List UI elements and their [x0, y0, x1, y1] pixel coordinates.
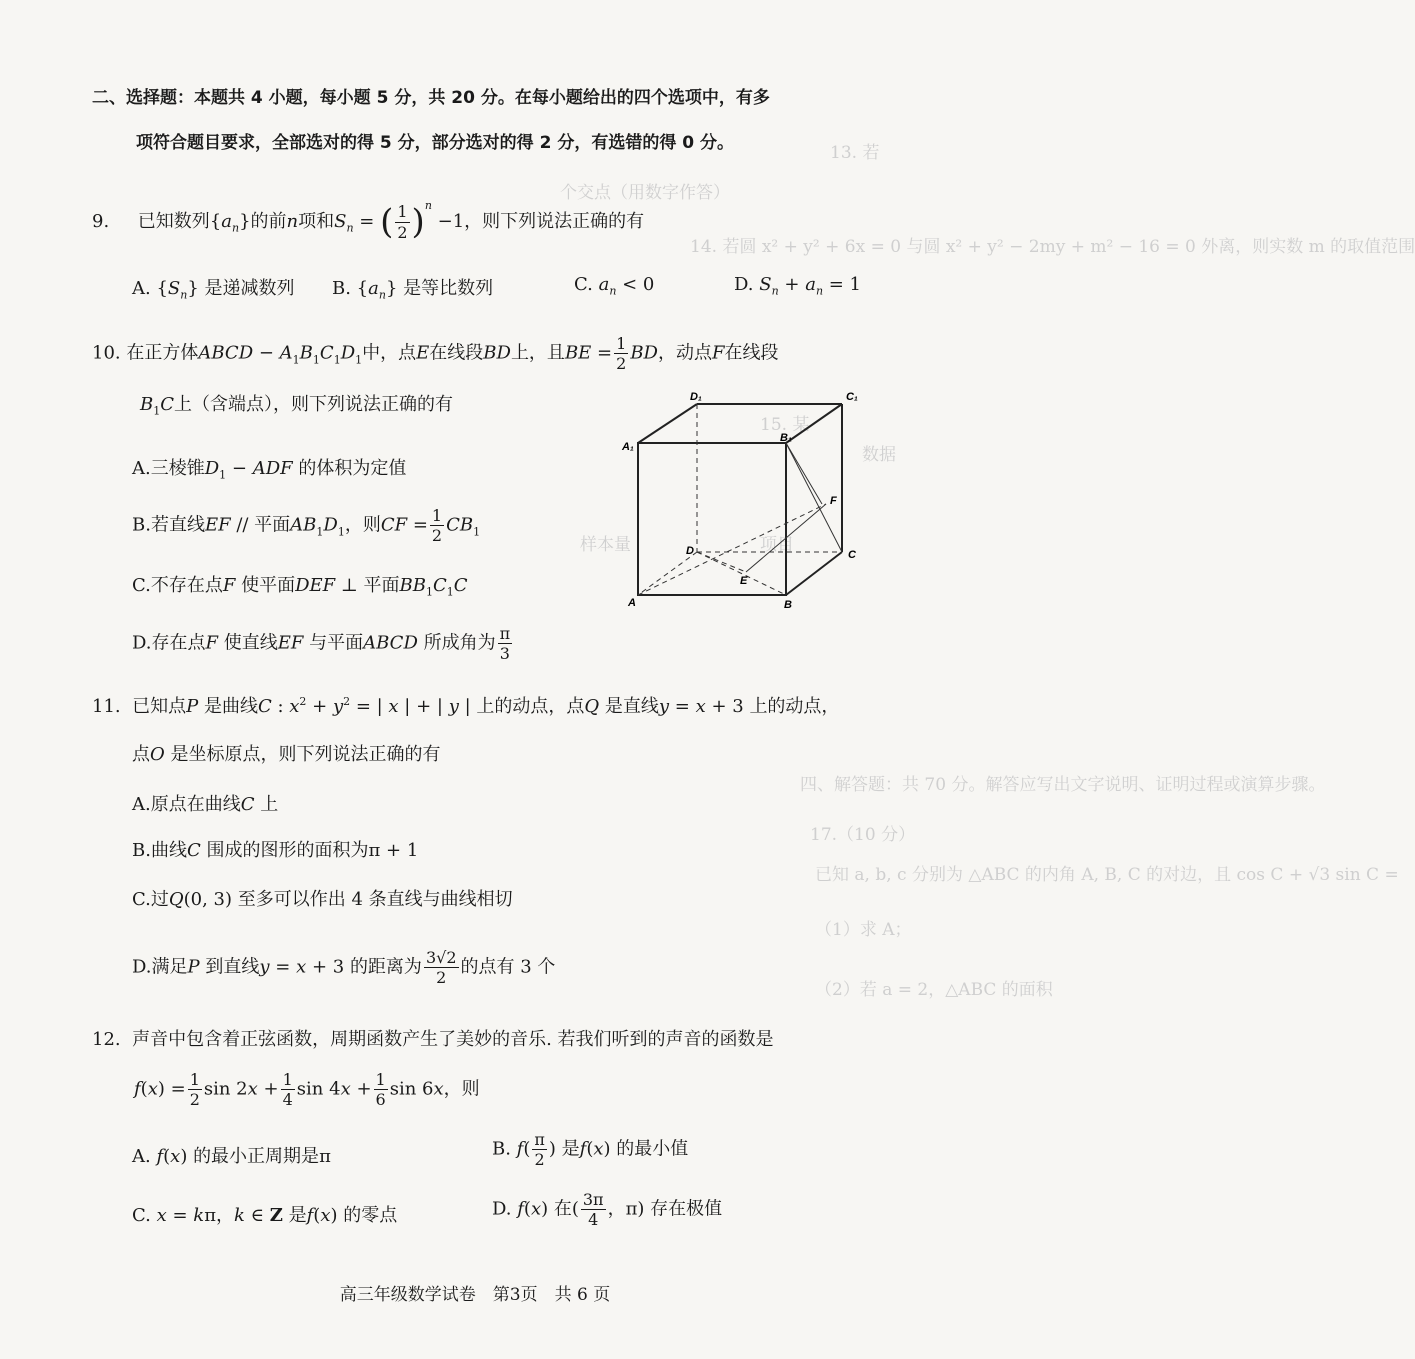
q11-stem-line2: 点O 是坐标原点，则下列说法正确的有: [132, 744, 441, 765]
q10-option-d: D.存在点F 使直线EF 与平面ABCD 所成角为 $\frac{\pi}{3}$: [132, 624, 511, 664]
section-heading-line2: 项符合题目要求，全部选对的得 5 分，部分选对的得 2 分，有选错的得 0 分。: [136, 133, 734, 153]
bleed-through-text: 个交点（用数字作答）: [560, 183, 730, 203]
cube-label-b: B: [784, 599, 792, 611]
q9-option-b: B. $\{a_n\}$ 是等比数列: [332, 278, 494, 302]
cube-label-b1: B₁: [780, 432, 792, 444]
bleed-through-text: 四、解答题：共 70 分。解答应写出文字说明、证明过程或演算步骤。: [800, 775, 1326, 795]
q9-option-c: C. $a_n < 0$: [574, 274, 655, 298]
q11-stem-line1: 11. 已知点P 是曲线C : $x^2 + y^2$ = | x | + | y | 上的动点，点Q 是直线y = x + 3 上的动点，: [92, 695, 840, 717]
cube-label-c1: C₁: [846, 391, 858, 403]
bleed-through-text: （2）若 a = 2，△ABC 的面积: [815, 980, 1053, 1000]
cube-label-d1: D₁: [690, 391, 702, 403]
q12-option-d: D. f(x) 在( $\frac{3\pi}{4}$ ，π) 存在极值: [492, 1190, 723, 1230]
bleed-through-text: 项目: [760, 535, 794, 555]
q11-option-a: A.原点在曲线C 上: [132, 794, 279, 815]
q12-option-a: A. f(x) 的最小正周期是π: [132, 1146, 331, 1167]
bleed-through-text: 已知 a, b, c 分别为 △ABC 的内角 A, B, C 的对边，且 cos C + √3 sin C =: [815, 865, 1399, 885]
cube-label-a: A: [628, 597, 636, 609]
cube-label-a1: A₁: [622, 441, 634, 453]
bleed-through-text: 数据: [862, 445, 896, 465]
q12-option-b: B. f( $\frac{\pi}{2}$ ) 是f(x) 的最小值: [492, 1130, 689, 1170]
q10-option-c: C.不存在点F 使平面DEF ⊥ 平面$BB_1C_1C$: [132, 575, 468, 599]
q11-option-c: C.过Q(0, 3) 至多可以作出 4 条直线与曲线相切: [132, 889, 513, 910]
bleed-through-text: 14. 若圆 x² + y² + 6x = 0 与圆 x² + y² − 2my + m² − 16 = 0 外离，则实数 m 的取值范围: [690, 237, 1415, 257]
section-heading-line1: 二、选择题：本题共 4 小题，每小题 5 分，共 20 分。在每小题给出的四个选项中，有多: [92, 88, 770, 108]
q12-stem-line1: 12. 声音中包含着正弦函数，周期函数产生了美妙的音乐. 若我们听到的声音的函数是: [92, 1029, 774, 1050]
q9-option-a: A. $\{S_n\}$ 是递减数列: [132, 278, 295, 302]
q9-stem: 9. 已知数列$\{a_n\}$的前n项和$S_n$ = ( $\frac{1}{2}$ )$^n$ −1，则下列说法正确的有: [92, 199, 645, 242]
q12-stem-line2: f(x) = $\frac{1}{2}$ sin 2x + $\frac{1}{4}$ sin 4x + $\frac{1}{6}$ sin 6x，则: [134, 1070, 480, 1110]
cube-label-c: C: [848, 549, 856, 561]
q10-number: 10.: [92, 342, 121, 364]
bleed-through-text: 17.（10 分）: [810, 825, 916, 845]
q10-stem-line2: $B_1C$上（含端点），则下列说法正确的有: [140, 394, 454, 418]
q10-stem-line1: 10. 在正方体ABCD − $A_1B_1C_1D_1$中，点E在线段BD上，且BE = $\frac{1}{2}$ BD，动点F在线段: [92, 334, 779, 374]
cube-label-d: D: [686, 545, 694, 557]
page-footer: 高三年级数学试卷 第3页 共 6 页: [339, 1285, 611, 1305]
bleed-through-text: （1）求 A；: [815, 920, 912, 940]
q11-option-d: D.满足P 到直线y = x + 3 的距离为 $\frac{3√2}{2}$ 的点有 3 个: [132, 948, 556, 988]
bleed-through-text: 样本量: [580, 535, 631, 555]
cube-label-e: E: [740, 575, 748, 587]
q12-number: 12.: [92, 1029, 121, 1050]
cube-figure: [620, 380, 870, 615]
bleed-through-text: 13. 若: [830, 143, 880, 163]
q9-option-d: D. $S_n + a_n = 1$: [734, 274, 862, 298]
bleed-through-text: 15. 某: [760, 415, 810, 435]
q10-option-a: A.三棱锥$D_1$ − ADF 的体积为定值: [132, 458, 407, 482]
q12-option-c: C. x = kπ，k ∈ Z 是f(x) 的零点: [132, 1205, 398, 1226]
q11-number: 11.: [92, 696, 121, 717]
cube-label-f: F: [830, 495, 837, 507]
q9-number: 9.: [92, 211, 110, 232]
q11-option-b: B.曲线C 围成的图形的面积为π + 1: [132, 840, 419, 861]
q10-option-b: B.若直线EF // 平面$AB_1D_1$，则CF = $\frac{1}{2}$ $CB_1$: [132, 506, 481, 546]
